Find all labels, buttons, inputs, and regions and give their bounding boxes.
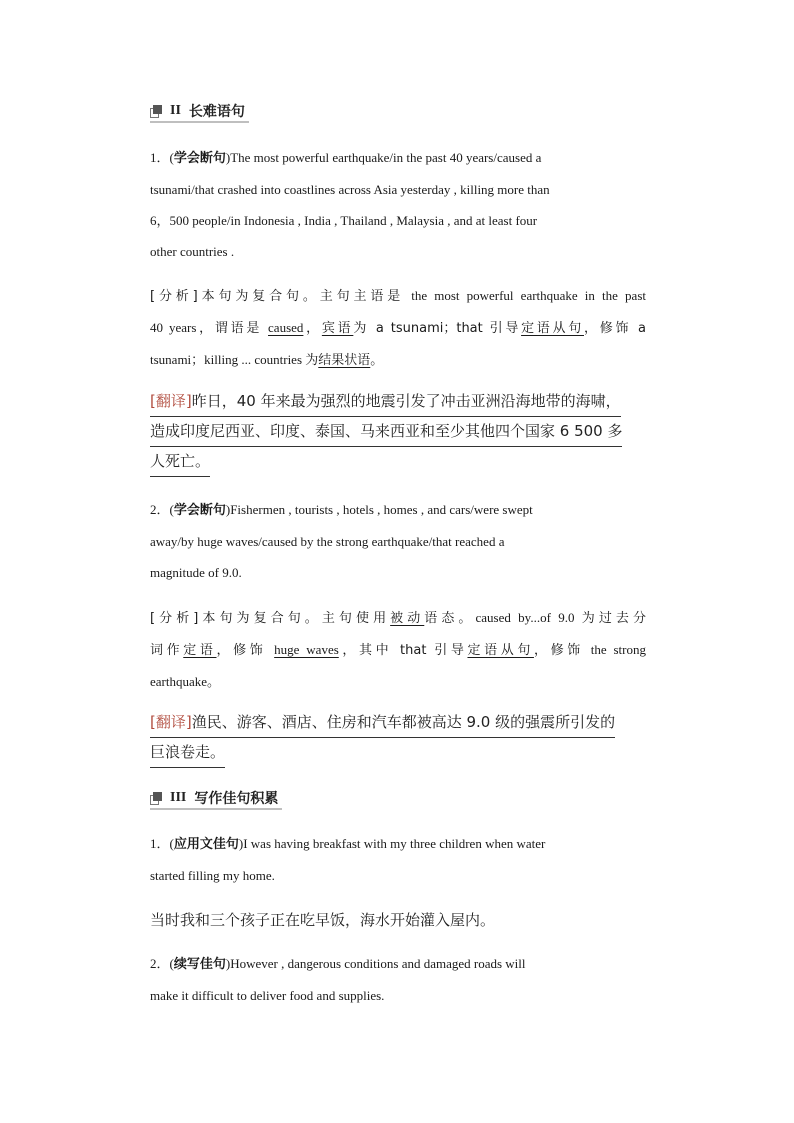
section-title: 长难语句 xyxy=(188,104,245,120)
section-header-iii: III 写作佳句积累 xyxy=(150,787,278,809)
section-header-ii xyxy=(150,100,245,122)
writing-sentence-2: 2．(续写佳句)However , dangerous conditions and damaged roads will make it difficult to deliver food and supplies. xyxy=(150,956,526,1003)
sentence-1: 1．(学会断句)The most powerful earthquake/in the past 40 years/caused a tsunami/that crashed into coastlines across Asia yesterday , killing more than 6，500 people/in Indonesia , India , Thailand , Malaysia , and at least four other countries . xyxy=(150,150,550,259)
analysis-tag: [分析] xyxy=(150,289,198,304)
analysis-2: [分析]本句为复合句。主句使用被动语态。caused by...of 9.0 为过去分 词作定语，修饰 huge waves，其中 that 引导定语从句，修饰 the strong earthquake。 xyxy=(150,610,646,689)
section-roman: II xyxy=(170,103,181,118)
translation-2: [翻译]渔民、游客、酒店、住房和汽车都被高达 9.0 级的强震所引发的 巨浪卷走。 xyxy=(150,708,660,768)
section-icon xyxy=(150,105,162,118)
translation-tag: [翻译] xyxy=(150,392,192,410)
section-title: 写作佳句积累 xyxy=(194,791,279,807)
writing-translation-1: 当时我和三个孩子正在吃早饭，海水开始灌入屋内。 xyxy=(150,911,496,929)
sentence-2: 2．(学会断句)Fishermen , tourists , hotels , homes , and cars/were swept away/by huge waves/caused by the strong earthquake/that reached a magnitude of 9.0. xyxy=(150,502,533,580)
writing-sentence-1: 1．(应用文佳句)I was having breakfast with my three children when water started filling my home. xyxy=(150,836,546,883)
label-break-sentence: 学会断句 xyxy=(173,151,226,166)
section-icon xyxy=(150,792,162,805)
analysis-1: [分析]本句为复合句。主句主语是 the most powerful earthquake in the past 40 years，谓语是 caused，宾语为 a tsunami；that 引导定语从句，修饰 a tsunami；killing ... countries 为结果状语。 xyxy=(150,288,646,368)
translation-1: [翻译]昨日，40 年来最为强烈的地震引发了冲击亚洲沿海地带的海啸， 造成印度尼西亚、印度、泰国、马来西亚和至少其他四个国家 6 500 多 人死亡。 xyxy=(150,387,660,477)
